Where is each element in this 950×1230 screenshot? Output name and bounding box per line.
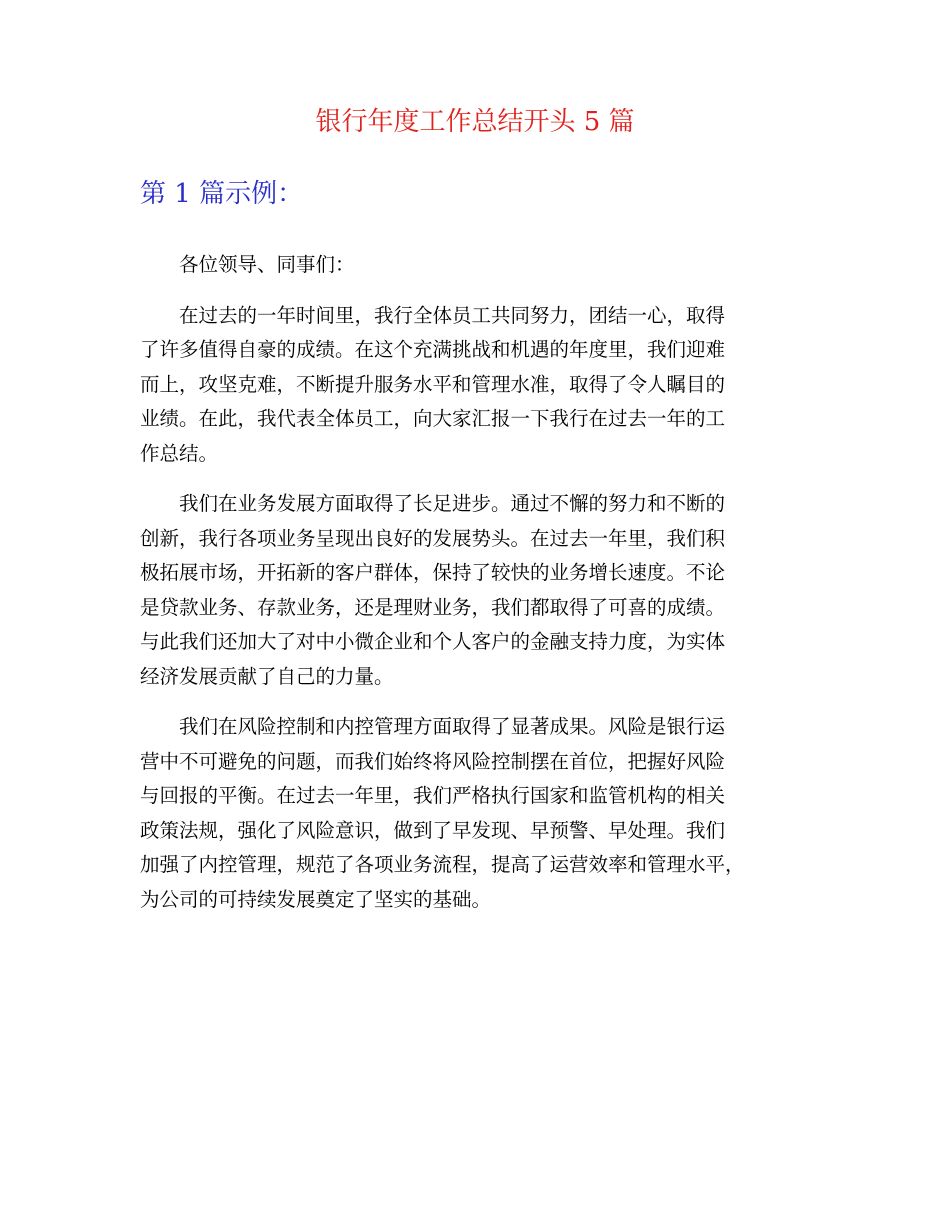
paragraph-line: 创新，我行各项业务呈现出良好的发展势头。在过去一年里，我们积: [140, 526, 726, 550]
paragraph-line: 了许多值得自豪的成绩。在这个充满挑战和机遇的年度里，我们迎难: [140, 338, 726, 361]
paragraph-risk: [140, 710, 810, 917]
paragraph-line: 营中不可避免的问题，而我们始终将风险控制摆在首位，把握好风险: [140, 749, 726, 773]
paragraph-line: 作总结。: [140, 441, 219, 465]
paragraph-line: 为公司的可持续发展奠定了坚实的基础。: [140, 887, 492, 911]
paragraph-line: 极拓展市场，开拓新的客户群体，保持了较快的业务增长速度。不论: [140, 561, 726, 584]
document-body: [140, 248, 810, 917]
paragraph-line: 各位领导、同事们：: [179, 253, 355, 276]
paragraph-business: [140, 487, 810, 694]
section-heading: 第 1 篇示例：: [140, 179, 304, 209]
paragraph-line: 是贷款业务、存款业务，还是理财业务，我们都取得了可喜的成绩。: [140, 595, 726, 619]
paragraph-line: 政策法规，强化了风险意识，做到了早发现、早预警、早处理。我们: [140, 818, 726, 842]
paragraph-line: 而上，攻坚克难，不断提升服务水平和管理水准，取得了令人瞩目的: [140, 372, 726, 396]
paragraph-line: 与此我们还加大了对中小微企业和个人客户的金融支持力度，为实体: [140, 630, 726, 653]
paragraph-line: 业绩。在此，我代表全体员工，向大家汇报一下我行在过去一年的工: [140, 407, 726, 430]
paragraph-line: 经济发展贡献了自己的力量。: [140, 664, 394, 688]
paragraph-greeting: [140, 248, 810, 283]
paragraph-line: 我们在业务发展方面取得了长足进步。通过不懈的努力和不断的: [179, 492, 726, 515]
document-title: 银行年度工作总结开头 5 篇: [315, 107, 635, 137]
paragraph-line: 与回报的平衡。在过去一年里，我们严格执行国家和监管机构的相关: [140, 784, 726, 807]
paragraph-line: 在过去的一年时间里，我行全体员工共同努力，团结一心，取得: [179, 303, 726, 327]
paragraph-line: 我们在风险控制和内控管理方面取得了显著成果。风险是银行运: [179, 715, 726, 738]
paragraph-line: 加强了内控管理，规范了各项业务流程，提高了运营效率和管理水平，: [140, 853, 745, 876]
paragraph-intro: [140, 299, 810, 472]
